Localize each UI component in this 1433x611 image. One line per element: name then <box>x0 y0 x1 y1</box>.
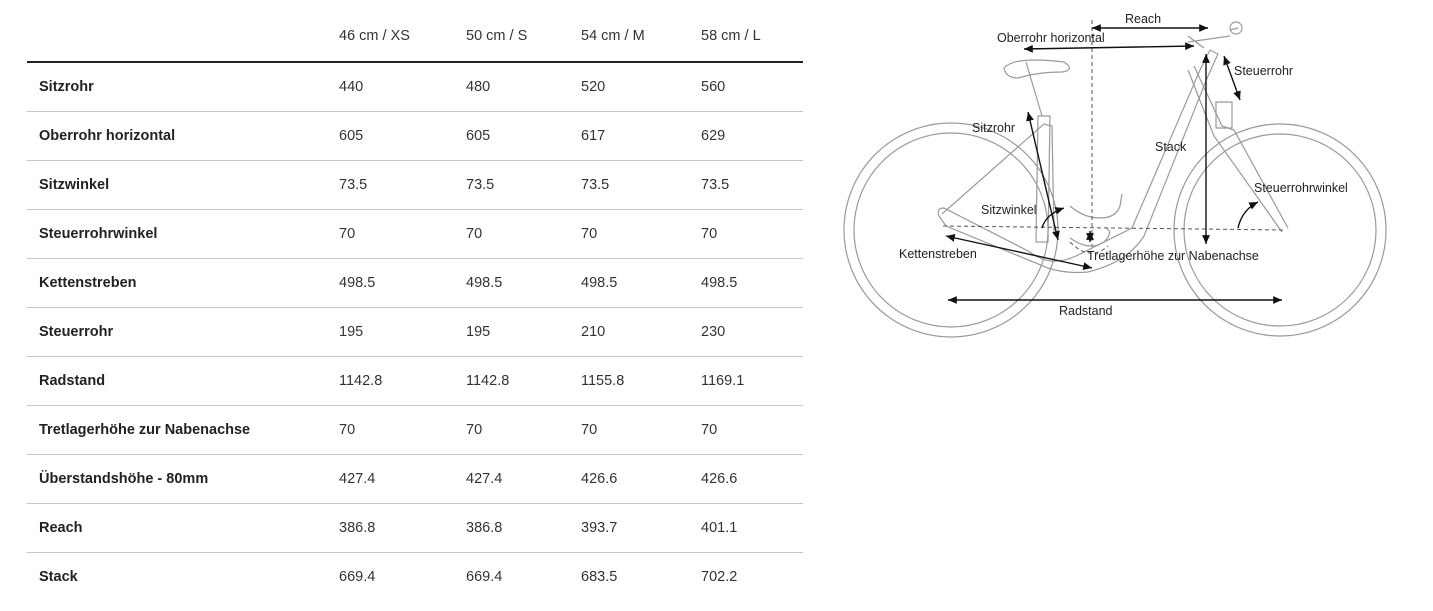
header-size-m: 54 cm / M <box>581 27 645 44</box>
row-label: Tretlagerhöhe zur Nabenachse <box>39 422 251 438</box>
row-label: Reach <box>39 520 83 536</box>
table-body <box>27 63 803 601</box>
row-value: 605 <box>339 128 364 144</box>
row-label: Radstand <box>39 373 106 389</box>
row-value: 629 <box>701 128 726 144</box>
row-label: Stack <box>39 569 78 585</box>
table-row <box>27 308 803 357</box>
row-value: 427.4 <box>339 471 376 487</box>
row-value: 70 <box>466 422 483 438</box>
row-value: 386.8 <box>466 520 503 536</box>
row-value: 70 <box>701 226 718 242</box>
row-value: 401.1 <box>701 520 738 536</box>
label-radstand: Radstand <box>1059 304 1113 318</box>
label-kettenstreben: Kettenstreben <box>899 247 977 261</box>
row-value: 426.6 <box>701 471 738 487</box>
row-value: 386.8 <box>339 520 376 536</box>
row-value: 498.5 <box>581 275 618 291</box>
row-value: 73.5 <box>339 177 368 193</box>
row-value: 498.5 <box>466 275 503 291</box>
label-sitzrohr: Sitzrohr <box>972 121 1016 135</box>
row-value: 70 <box>701 422 718 438</box>
row-value: 195 <box>466 324 491 340</box>
row-label: Oberrohr horizontal <box>39 128 176 144</box>
label-tretlagerhoehe: Tretlagerhöhe zur Nabenachse <box>1087 249 1259 263</box>
label-stack: Stack <box>1155 140 1187 154</box>
table-row <box>27 259 803 308</box>
table-row <box>27 161 803 210</box>
row-value: 702.2 <box>701 569 738 585</box>
row-label: Sitzwinkel <box>39 177 110 193</box>
bike-frame <box>938 22 1288 273</box>
bike-geometry-diagram <box>838 6 1398 346</box>
label-steuerrohr: Steuerrohr <box>1234 64 1294 78</box>
row-value: 683.5 <box>581 569 618 585</box>
top-tube-horizontal-arrow <box>1024 46 1194 49</box>
row-value: 669.4 <box>466 569 503 585</box>
row-value: 520 <box>581 79 606 95</box>
row-value: 230 <box>701 324 726 340</box>
row-label: Überstandshöhe - 80mm <box>39 471 209 487</box>
head-tube-arrow <box>1224 56 1240 100</box>
table-header-row <box>27 10 803 63</box>
table-row <box>27 357 803 406</box>
geometry-table <box>27 10 803 601</box>
row-value: 73.5 <box>581 177 610 193</box>
table-row <box>27 455 803 504</box>
row-value: 605 <box>466 128 491 144</box>
row-value: 70 <box>581 422 598 438</box>
label-reach: Reach <box>1125 12 1162 26</box>
header-size-s: 50 cm / S <box>466 27 528 44</box>
table-row <box>27 210 803 259</box>
label-steuerrohrwinkel: Steuerrohrwinkel <box>1254 181 1348 195</box>
row-value: 617 <box>581 128 606 144</box>
row-label: Steuerrohrwinkel <box>39 226 158 242</box>
row-value: 1155.8 <box>581 373 625 389</box>
head-angle-arc <box>1238 202 1258 228</box>
row-value: 560 <box>701 79 726 95</box>
row-value: 70 <box>466 226 483 242</box>
row-label: Sitzrohr <box>39 79 94 95</box>
table-row <box>27 504 803 553</box>
row-value: 669.4 <box>339 569 376 585</box>
row-value: 195 <box>339 324 364 340</box>
row-value: 70 <box>339 226 356 242</box>
row-value: 427.4 <box>466 471 503 487</box>
row-value: 440 <box>339 79 364 95</box>
row-label: Kettenstreben <box>39 275 137 291</box>
row-value: 70 <box>339 422 356 438</box>
table-row <box>27 553 803 601</box>
table-row <box>27 63 803 112</box>
row-value: 1169.1 <box>701 373 745 389</box>
label-oberrohr-horizontal: Oberrohr horizontal <box>997 31 1105 45</box>
row-value: 1142.8 <box>466 373 510 389</box>
table-row <box>27 112 803 161</box>
row-value: 498.5 <box>701 275 738 291</box>
row-value: 393.7 <box>581 520 618 536</box>
row-value: 480 <box>466 79 491 95</box>
row-value: 210 <box>581 324 606 340</box>
row-value: 70 <box>581 226 598 242</box>
hub-axis-line <box>943 226 1284 230</box>
row-value: 426.6 <box>581 471 618 487</box>
table-row <box>27 406 803 455</box>
header-size-l: 58 cm / L <box>701 27 761 44</box>
row-label: Steuerrohr <box>39 324 114 340</box>
header-size-xs: 46 cm / XS <box>339 27 410 44</box>
rear-wheel <box>844 123 1058 337</box>
row-value: 73.5 <box>466 177 495 193</box>
row-value: 1142.8 <box>339 373 383 389</box>
label-sitzwinkel: Sitzwinkel <box>981 203 1037 217</box>
row-value: 498.5 <box>339 275 376 291</box>
row-value: 73.5 <box>701 177 730 193</box>
